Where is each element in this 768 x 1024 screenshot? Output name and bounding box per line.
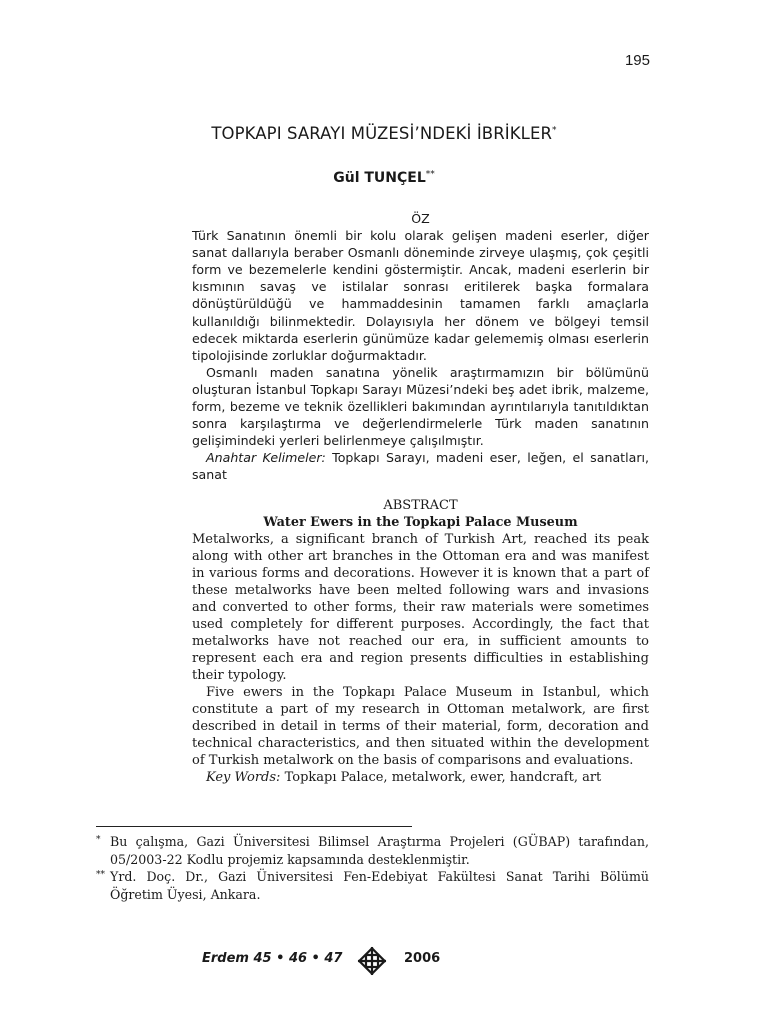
author-footnote-mark: ** (425, 169, 435, 180)
publication-year: 2006 (404, 951, 441, 966)
abstract-keywords (192, 769, 649, 786)
footnote-divider (96, 826, 412, 827)
abstract-keywords-label: Key Words: (206, 770, 281, 785)
knot-logo-icon (354, 945, 390, 977)
english-abstract (192, 497, 649, 786)
oz-heading: ÖZ (411, 211, 430, 226)
footnote-1-text: Bu çalışma, Gazi Üniversitesi Bilimsel Araştırma Projeleri (GÜBAP) tarafından, 05/2003-22 Kodlu projemiz kapsamında desteklenmiştir. (110, 834, 649, 867)
footnote-2 (96, 868, 649, 903)
footnote-1 (96, 833, 649, 868)
author-name-text: Gül TUNÇEL (333, 170, 426, 186)
oz-paragraph-2: Osmanlı maden sanatına yönelik araştırmamızın bir bölümünü oluşturan İstanbul Topkapı Sarayı Müzesi’ndeki beş adet ibrik, malzeme, form, bezeme ve teknik özellikleri bakımından ayrıntılarıyla tanıtıldıktan sonra karşılaştırma ve değerlendirmelerle Türk maden sanatının gelişimindeki yerleri belirlenmeye çalışılmıştır. (192, 364, 649, 449)
oz-paragraph-1: Türk Sanatının önemli bir kolu olarak gelişen madeni eserler, diğer sanat dallarıyla beraber Osmanlı döneminde zirveye ulaşmış, çok çeşitli form ve bezemelerle kendini göstermiştir. Ancak, madeni eserlerin bir kısmının savaş ve istilalar sonrası eritilerek başka formalara dönüştürüldüğü ve hammaddesinin tamamen farklı amaçlarla kullanıldığı bilinmektedir. Dolayısıyla her dönem ve bölgeyi temsil edecek miktarda eserlerin günümüze kadar gelememiş olması eserlerin tipolojisinde zorluklar doğurmaktadır. (192, 228, 649, 363)
footnotes (96, 833, 649, 903)
abstract-title: Water Ewers in the Topkapi Palace Museum (263, 515, 578, 530)
oz-keywords-label: Anahtar Kelimeler: (206, 450, 326, 466)
author-name (0, 170, 768, 186)
turkish-abstract (192, 210, 649, 484)
abstract-keywords-text: Topkapı Palace, metalwork, ewer, handcraft, art (284, 770, 602, 785)
page-number: 195 (624, 52, 650, 69)
footnote-1-mark: * (96, 835, 101, 845)
abstract-heading: ABSTRACT (383, 498, 458, 513)
page-footer (202, 945, 442, 977)
footnote-2-mark: ** (96, 870, 105, 880)
oz-keywords (192, 449, 649, 483)
footnote-2-text: Yrd. Doç. Dr., Gazi Üniversitesi Fen-Edebiyat Fakültesi Sanat Tarihi Bölümü Öğretim Üyesi, Ankara. (110, 869, 649, 902)
article-title-text: TOPKAPI SARAYI MÜZESİ’NDEKİ İBRİKLER (211, 124, 553, 143)
journal-name: Erdem 45 • 46 • 47 (202, 951, 343, 966)
abstract-paragraph-1: Metalworks, a significant branch of Turkish Art, reached its peak along with other art branches in the Ottoman era and was manifest in various forms and decorations. However it is known that a part of these metalworks have been melted following wars and invasions and converted to other forms, their raw materials were sometimes used completely for different purposes. Accordingly, the fact that metalworks have not reached our era, in sufficient amounts to represent each era and region presents difficulties in establishing their typology. (192, 532, 649, 683)
abstract-paragraph-2: Five ewers in the Topkapı Palace Museum in Istanbul, which constitute a part of my research in Ottoman metalwork, are first described in detail in terms of their material, form, decoration and technical characteristics, and then situated within the development of Turkish metalwork on the basis of comparisons and evaluations. (192, 685, 649, 768)
title-footnote-mark: * (552, 125, 557, 136)
article-title (0, 124, 768, 143)
oz-keywords-text: Topkapı Sarayı, madeni eser, leğen, el sanatları, sanat (192, 450, 649, 483)
